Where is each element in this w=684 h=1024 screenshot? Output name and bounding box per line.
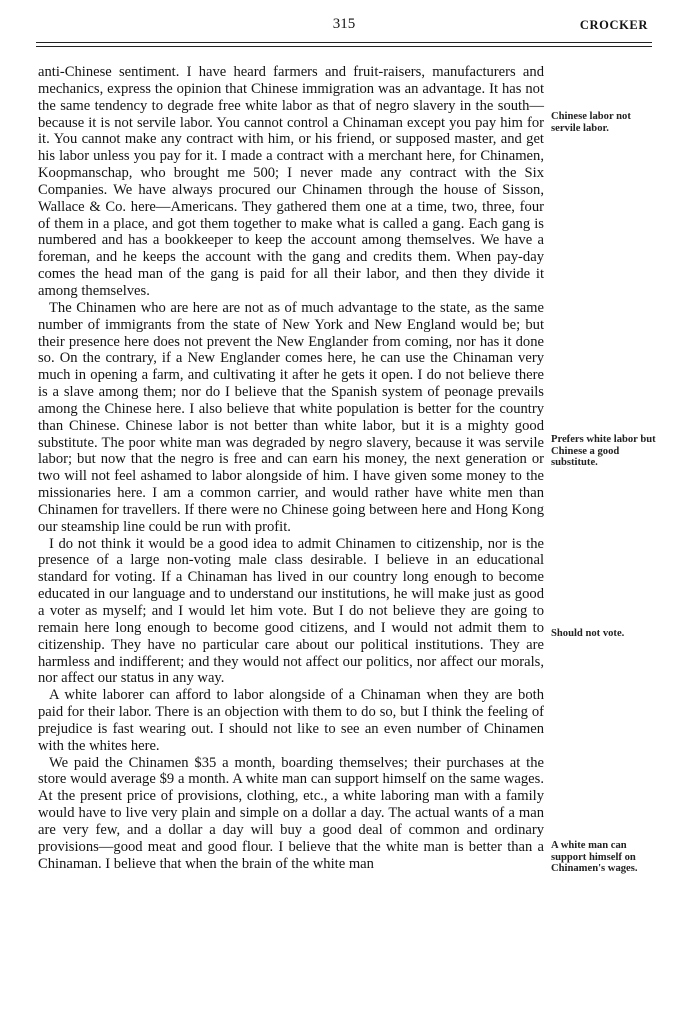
margin-note-servile-labor: Chinese labor not servile labor. (551, 111, 631, 134)
paragraph-3: I do not think it would be a good idea to admit Chinamen to citizenship, nor is the presence of a large non-voting male class desirable. I believe in an educational standard for voting. If a Chinaman has lived in our country long enough to become educated in our language and to understand our institutions, he will make just as good a voter as myself; and I would let him vote. But I do not believe they are going to remain here long enough to become good citizens, and I would not admit them to citizenship. They have no particular care about our political institutions. They are harmless and indifferent; and they would not affect our politics, nor affect our morals, nor affect our status in any way. (38, 535, 544, 687)
header-rule-bottom (36, 46, 652, 47)
running-head: CROCKER (579, 18, 648, 32)
margin-note-wages: A white man can support himself on Chinamen's wages. (551, 840, 638, 874)
margin-note-should-not-vote: Should not vote. (551, 628, 625, 639)
body-text (38, 64, 544, 873)
paragraph-1: anti-Chinese sentiment. I have heard farmers and fruit-raisers, manufacturers and mechanics, express the opinion that Chinese immigration was an advantage. It has not the same tendency to degrade free white labor as that of negro slavery in the south—because it is not servile labor. You cannot control a Chinaman except you pay him for it. You cannot make any contract with him, or his friend, or supposed master, and get his labor unless you pay for it. I made a contract with a merchant here, for Chinamen, Koopmanschap, who brought me 500; I never made any contract with the Six Companies. We have always procured our Chinamen through the house of Sisson, Wallace & Co. here—Americans. They gathered them one at a time, two, three, four of them in a place, and got them together to make what is called a gang. Each gang is numbered and has a bookkeeper to keep the account among themselves. We have a foreman, and he keeps the account with the gang and credits them. When pay-day comes the head man of the gang is paid for all their labor, and then they divide it among themselves. (38, 64, 544, 299)
paragraph-2: The Chinamen who are here are not as of much advantage to the state, as the same number of immigrants from the state of New York and New England would be; but their presence here does not prevent the New Englander from coming, nor has it done so. On the contrary, if a New Englander comes here, he can use the Chinaman very much in opening a farm, and cultivating it after he gets it open. I do not believe there is a slave among them; nor do I believe that the Spanish system of peonage prevails among the Chinese here. I also believe that white population is better for the country than Chinese. Chinese labor is not better than white labor, but it is a mighty good substitute. The poor white man was degraded by negro slavery, because it was servile labor; but now that the negro is free and can earn his money, the next generation or two will not feel ashamed to labor alongside of him. I have given some money to the missionaries here. I am a common carrier, and would rather have white men than Chinamen for travellers. If there were no Chinese going between here and Hong Kong our steamship line could be run with profit. (38, 299, 544, 535)
page-number: 315 (332, 16, 356, 32)
page-header (36, 14, 652, 36)
paragraph-5: We paid the Chinamen $35 a month, boarding themselves; their purchases at the store would average $9 a month. A white man can support himself on the same wages. At the present price of provisions, clothing, etc., a white laboring man with a family would have to live very plain and simple on a dollar a day. The actual wants of a man are very few, and a dollar a day will buy a good deal of common and ordinary provisions—good meat and good flour. I believe that the white man is better than a Chinaman. I believe that when the brain of the white man (38, 754, 544, 872)
header-rule-top (36, 42, 652, 43)
margin-note-prefers-white-labor: Prefers white labor but Chinese a good substitute. (551, 434, 656, 468)
paragraph-4: A white laborer can afford to labor alongside of a Chinaman when they are both paid for their labor. There is an objection with them to do so, but I think the feeling of prejudice is fast wearing out. I should not like to see an even number of Chinamen with the whites here. (38, 687, 544, 754)
